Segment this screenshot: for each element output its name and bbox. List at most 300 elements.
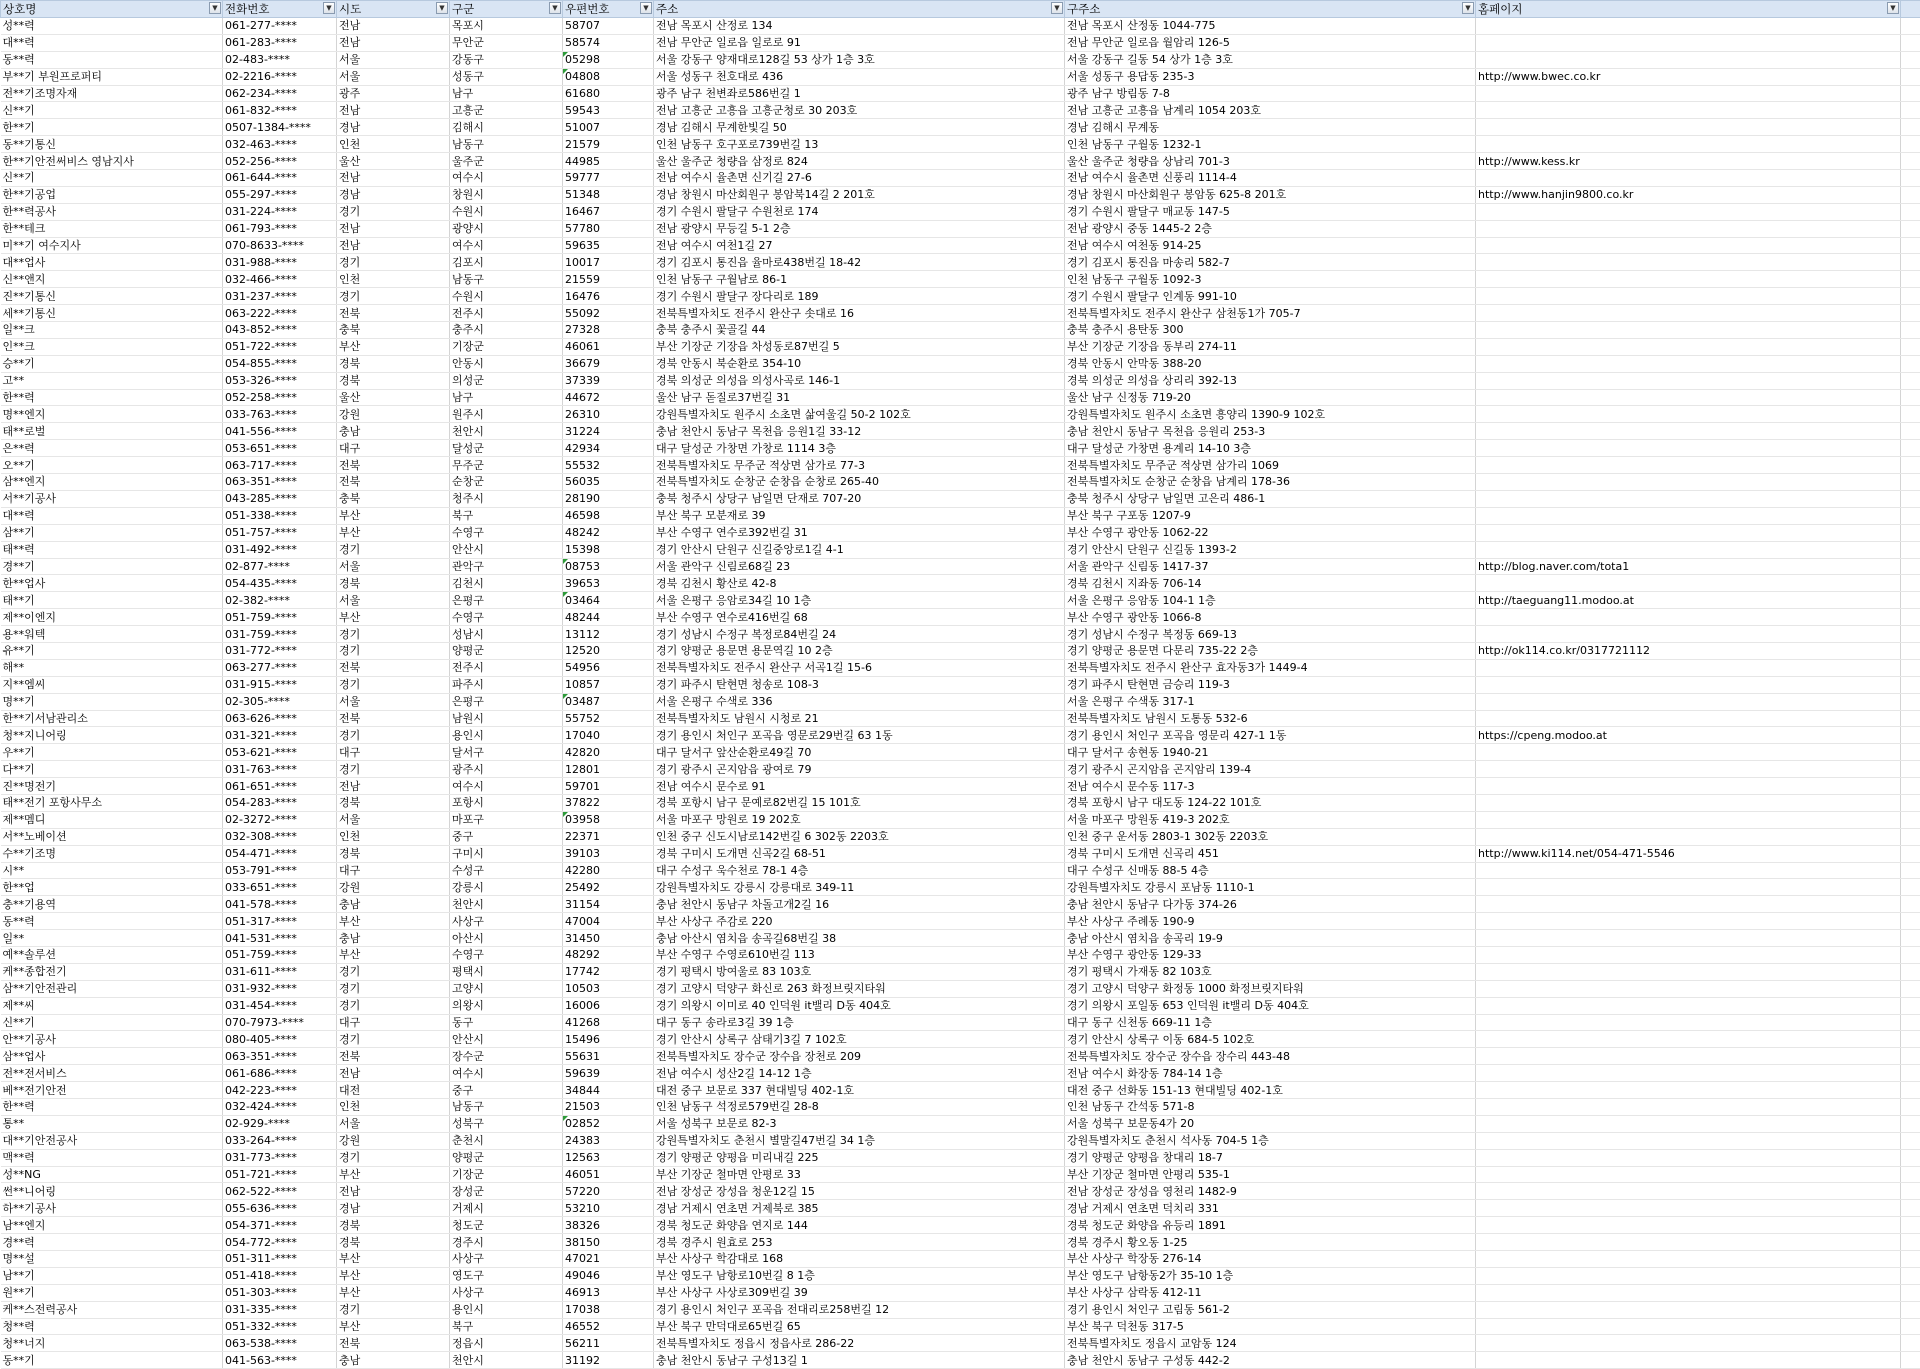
- cell-phone[interactable]: 054-855-****: [223, 355, 337, 372]
- cell-name[interactable]: 청**지니어링: [1, 727, 223, 744]
- cell-old-address[interactable]: 부산 북구 덕천동 317-5: [1065, 1318, 1476, 1335]
- table-row[interactable]: [1, 980, 1920, 997]
- cell-district[interactable]: 무안군: [450, 34, 563, 51]
- filter-dropdown-icon[interactable]: ▼: [323, 2, 335, 14]
- cell-district[interactable]: 천안시: [450, 423, 563, 440]
- cell-homepage[interactable]: [1476, 237, 1901, 254]
- cell-phone[interactable]: 053-651-****: [223, 440, 337, 457]
- cell-address[interactable]: 부산 북구 만덕대로65번길 65: [654, 1318, 1065, 1335]
- cell-province[interactable]: 경기: [337, 997, 450, 1014]
- cell-name[interactable]: 신**기: [1, 102, 223, 119]
- cell-zipcode[interactable]: 41268: [563, 1014, 654, 1031]
- cell-address[interactable]: 전남 무안군 일로읍 일로로 91: [654, 34, 1065, 51]
- cell-old-address[interactable]: 부산 사상구 주례동 190-9: [1065, 913, 1476, 930]
- cell-province[interactable]: 부산: [337, 524, 450, 541]
- cell-old-address[interactable]: 경기 안산시 단원구 신길동 1393-2: [1065, 541, 1476, 558]
- cell-empty[interactable]: [1901, 51, 1920, 68]
- cell-district[interactable]: 천안시: [450, 1352, 563, 1369]
- cell-homepage[interactable]: [1476, 1048, 1901, 1065]
- cell-homepage[interactable]: [1476, 794, 1901, 811]
- cell-district[interactable]: 남원시: [450, 710, 563, 727]
- cell-old-address[interactable]: 부산 북구 구포동 1207-9: [1065, 507, 1476, 524]
- cell-homepage[interactable]: [1476, 1115, 1901, 1132]
- cell-zipcode[interactable]: 12563: [563, 1149, 654, 1166]
- cell-phone[interactable]: 051-418-****: [223, 1267, 337, 1284]
- table-row[interactable]: [1, 1048, 1920, 1065]
- filter-dropdown-icon[interactable]: ▼: [1051, 2, 1063, 14]
- cell-name[interactable]: 한**력: [1, 1099, 223, 1116]
- cell-phone[interactable]: 063-277-****: [223, 659, 337, 676]
- cell-homepage[interactable]: [1476, 1301, 1901, 1318]
- cell-phone[interactable]: 063-222-****: [223, 305, 337, 322]
- cell-name[interactable]: 지**엠씨: [1, 676, 223, 693]
- cell-district[interactable]: 북구: [450, 1318, 563, 1335]
- filter-dropdown-icon[interactable]: ▼: [549, 2, 561, 14]
- table-row[interactable]: [1, 372, 1920, 389]
- cell-empty[interactable]: [1901, 946, 1920, 963]
- cell-district[interactable]: 거제시: [450, 1200, 563, 1217]
- cell-homepage[interactable]: [1476, 18, 1901, 35]
- cell-address[interactable]: 충북 청주시 상당구 남일면 단재로 707-20: [654, 490, 1065, 507]
- cell-homepage[interactable]: [1476, 1099, 1901, 1116]
- cell-zipcode[interactable]: 61680: [563, 85, 654, 102]
- cell-homepage[interactable]: [1476, 1149, 1901, 1166]
- cell-zipcode[interactable]: 39103: [563, 845, 654, 862]
- cell-address[interactable]: 충남 천안시 동남구 구성13길 1: [654, 1352, 1065, 1369]
- cell-empty[interactable]: [1901, 490, 1920, 507]
- cell-empty[interactable]: [1901, 1251, 1920, 1268]
- cell-phone[interactable]: 054-371-****: [223, 1217, 337, 1234]
- cell-phone[interactable]: 051-757-****: [223, 524, 337, 541]
- cell-empty[interactable]: [1901, 913, 1920, 930]
- cell-zipcode[interactable]: 59635: [563, 237, 654, 254]
- cell-phone[interactable]: 02-877-****: [223, 558, 337, 575]
- cell-province[interactable]: 서울: [337, 592, 450, 609]
- cell-address[interactable]: 충북 충주시 꽃골길 44: [654, 322, 1065, 339]
- cell-zipcode[interactable]: 56035: [563, 474, 654, 491]
- cell-name[interactable]: 삼**기: [1, 524, 223, 541]
- cell-homepage[interactable]: [1476, 1234, 1901, 1251]
- cell-phone[interactable]: 053-621-****: [223, 744, 337, 761]
- cell-zipcode[interactable]: 16476: [563, 288, 654, 305]
- cell-homepage[interactable]: [1476, 913, 1901, 930]
- cell-homepage[interactable]: http://www.ki114.net/054-471-5546: [1476, 845, 1901, 862]
- cell-district[interactable]: 양평군: [450, 642, 563, 659]
- cell-old-address[interactable]: 서울 성동구 용답동 235-3: [1065, 68, 1476, 85]
- cell-homepage[interactable]: [1476, 1335, 1901, 1352]
- cell-district[interactable]: 수영구: [450, 524, 563, 541]
- cell-name[interactable]: 경**기: [1, 558, 223, 575]
- cell-district[interactable]: 안산시: [450, 1031, 563, 1048]
- cell-province[interactable]: 충남: [337, 423, 450, 440]
- cell-empty[interactable]: [1901, 34, 1920, 51]
- cell-old-address[interactable]: 경기 안산시 상록구 이동 684-5 102호: [1065, 1031, 1476, 1048]
- cell-address[interactable]: 전남 여수시 여천1길 27: [654, 237, 1065, 254]
- cell-homepage[interactable]: [1476, 626, 1901, 643]
- cell-address[interactable]: 부산 영도구 남항로10번길 8 1층: [654, 1267, 1065, 1284]
- table-row[interactable]: [1, 170, 1920, 187]
- cell-zipcode[interactable]: 10857: [563, 676, 654, 693]
- cell-phone[interactable]: 032-424-****: [223, 1099, 337, 1116]
- cell-address[interactable]: 전북특별자치도 남원시 시청로 21: [654, 710, 1065, 727]
- cell-old-address[interactable]: 부산 기장군 철마면 안평리 535-1: [1065, 1166, 1476, 1183]
- cell-empty[interactable]: [1901, 1234, 1920, 1251]
- cell-homepage[interactable]: [1476, 203, 1901, 220]
- cell-province[interactable]: 전북: [337, 474, 450, 491]
- cell-old-address[interactable]: 충남 천안시 동남구 목천읍 응원리 253-3: [1065, 423, 1476, 440]
- cell-phone[interactable]: 051-303-****: [223, 1284, 337, 1301]
- cell-province[interactable]: 전북: [337, 710, 450, 727]
- cell-district[interactable]: 사상구: [450, 1284, 563, 1301]
- cell-empty[interactable]: [1901, 1149, 1920, 1166]
- cell-zipcode[interactable]: 24383: [563, 1132, 654, 1149]
- cell-address[interactable]: 대구 달서구 앞산순환로49길 70: [654, 744, 1065, 761]
- cell-homepage[interactable]: http://ok114.co.kr/0317721112: [1476, 642, 1901, 659]
- cell-zipcode[interactable]: 10503: [563, 980, 654, 997]
- table-row[interactable]: [1, 305, 1920, 322]
- cell-name[interactable]: 남**엔지: [1, 1217, 223, 1234]
- cell-homepage[interactable]: http://www.kess.kr: [1476, 153, 1901, 170]
- cell-district[interactable]: 파주시: [450, 676, 563, 693]
- cell-zipcode[interactable]: 36679: [563, 355, 654, 372]
- table-row[interactable]: [1, 440, 1920, 457]
- table-row[interactable]: [1, 710, 1920, 727]
- cell-empty[interactable]: [1901, 1200, 1920, 1217]
- cell-address[interactable]: 대구 달성군 가창면 가창로 1114 3층: [654, 440, 1065, 457]
- cell-district[interactable]: 아산시: [450, 930, 563, 947]
- cell-old-address[interactable]: 서울 강동구 길동 54 상가 1층 3호: [1065, 51, 1476, 68]
- cell-empty[interactable]: [1901, 288, 1920, 305]
- cell-zipcode[interactable]: 48292: [563, 946, 654, 963]
- cell-address[interactable]: 전북특별자치도 무주군 적상면 삼가로 77-3: [654, 457, 1065, 474]
- cell-homepage[interactable]: [1476, 254, 1901, 271]
- cell-old-address[interactable]: 서울 마포구 망원동 419-3 202호: [1065, 811, 1476, 828]
- cell-empty[interactable]: [1901, 18, 1920, 35]
- cell-address[interactable]: 부산 사상구 사상로309번길 39: [654, 1284, 1065, 1301]
- cell-old-address[interactable]: 경북 김천시 지좌동 706-14: [1065, 575, 1476, 592]
- cell-zipcode[interactable]: 55092: [563, 305, 654, 322]
- table-row[interactable]: [1, 811, 1920, 828]
- cell-district[interactable]: 사상구: [450, 913, 563, 930]
- cell-empty[interactable]: [1901, 710, 1920, 727]
- cell-phone[interactable]: 055-297-****: [223, 186, 337, 203]
- cell-empty[interactable]: [1901, 575, 1920, 592]
- cell-district[interactable]: 남동구: [450, 1099, 563, 1116]
- cell-name[interactable]: 한**기안전써비스 영남지사: [1, 153, 223, 170]
- cell-old-address[interactable]: 경북 안동시 안막동 388-20: [1065, 355, 1476, 372]
- cell-empty[interactable]: [1901, 170, 1920, 187]
- cell-address[interactable]: 서울 성북구 보문로 82-3: [654, 1115, 1065, 1132]
- cell-phone[interactable]: 031-335-****: [223, 1301, 337, 1318]
- cell-address[interactable]: 경북 구미시 도개면 신곡2길 68-51: [654, 845, 1065, 862]
- cell-province[interactable]: 경북: [337, 1217, 450, 1234]
- cell-old-address[interactable]: 서울 은평구 응암동 104-1 1층: [1065, 592, 1476, 609]
- cell-homepage[interactable]: [1476, 372, 1901, 389]
- cell-old-address[interactable]: 전북특별자치도 장수군 장수읍 장수리 443-48: [1065, 1048, 1476, 1065]
- cell-name[interactable]: 대**업사: [1, 254, 223, 271]
- cell-address[interactable]: 경기 파주시 탄현면 청송로 108-3: [654, 676, 1065, 693]
- cell-name[interactable]: 동**기통신: [1, 136, 223, 153]
- cell-homepage[interactable]: http://blog.naver.com/tota1: [1476, 558, 1901, 575]
- cell-empty[interactable]: [1901, 1284, 1920, 1301]
- cell-name[interactable]: 신**앤지: [1, 271, 223, 288]
- cell-old-address[interactable]: 경기 양평군 용문면 다문리 735-22 2층: [1065, 642, 1476, 659]
- cell-name[interactable]: 태**로벌: [1, 423, 223, 440]
- cell-name[interactable]: 성**력: [1, 18, 223, 35]
- cell-homepage[interactable]: [1476, 676, 1901, 693]
- cell-old-address[interactable]: 광주 남구 방림동 7-8: [1065, 85, 1476, 102]
- cell-old-address[interactable]: 대구 동구 신천동 669-11 1층: [1065, 1014, 1476, 1031]
- cell-homepage[interactable]: [1476, 1267, 1901, 1284]
- cell-district[interactable]: 성남시: [450, 626, 563, 643]
- cell-district[interactable]: 김해시: [450, 119, 563, 136]
- table-row[interactable]: [1, 524, 1920, 541]
- cell-empty[interactable]: [1901, 1082, 1920, 1099]
- cell-phone[interactable]: 061-651-****: [223, 778, 337, 795]
- cell-old-address[interactable]: 경기 성남시 수정구 복정동 669-13: [1065, 626, 1476, 643]
- cell-empty[interactable]: [1901, 1166, 1920, 1183]
- cell-province[interactable]: 경기: [337, 1301, 450, 1318]
- cell-address[interactable]: 충남 천안시 동남구 목천읍 응원1길 33-12: [654, 423, 1065, 440]
- cell-old-address[interactable]: 경기 평택시 가재동 82 103호: [1065, 963, 1476, 980]
- cell-phone[interactable]: 062-522-****: [223, 1183, 337, 1200]
- cell-zipcode[interactable]: 59543: [563, 102, 654, 119]
- cell-old-address[interactable]: 전북특별자치도 전주시 완산구 삼천동1가 705-7: [1065, 305, 1476, 322]
- cell-name[interactable]: 승**기: [1, 355, 223, 372]
- cell-homepage[interactable]: [1476, 305, 1901, 322]
- cell-province[interactable]: 대구: [337, 1014, 450, 1031]
- cell-old-address[interactable]: 경기 수원시 팔달구 인계동 991-10: [1065, 288, 1476, 305]
- cell-old-address[interactable]: 부산 사상구 삼락동 412-11: [1065, 1284, 1476, 1301]
- cell-name[interactable]: 안**기공사: [1, 1031, 223, 1048]
- cell-address[interactable]: 인천 중구 신도시남로142번길 6 302동 2203호: [654, 828, 1065, 845]
- cell-zipcode[interactable]: 46552: [563, 1318, 654, 1335]
- table-row[interactable]: [1, 1065, 1920, 1082]
- cell-district[interactable]: 청주시: [450, 490, 563, 507]
- table-row[interactable]: [1, 51, 1920, 68]
- cell-address[interactable]: 경기 양평군 용문면 용문역길 10 2층: [654, 642, 1065, 659]
- cell-district[interactable]: 용인시: [450, 727, 563, 744]
- cell-phone[interactable]: 033-763-****: [223, 406, 337, 423]
- cell-name[interactable]: 원**기: [1, 1284, 223, 1301]
- cell-province[interactable]: 부산: [337, 1251, 450, 1268]
- cell-zipcode[interactable]: 49046: [563, 1267, 654, 1284]
- cell-address[interactable]: 전남 여수시 율촌면 신기길 27-6: [654, 170, 1065, 187]
- cell-name[interactable]: 명**엔지: [1, 406, 223, 423]
- cell-district[interactable]: 남구: [450, 389, 563, 406]
- cell-district[interactable]: 고양시: [450, 980, 563, 997]
- table-row[interactable]: [1, 507, 1920, 524]
- cell-name[interactable]: 신**기: [1, 170, 223, 187]
- filter-dropdown-icon[interactable]: ▼: [436, 2, 448, 14]
- cell-province[interactable]: 울산: [337, 389, 450, 406]
- cell-name[interactable]: 한**기공업: [1, 186, 223, 203]
- cell-district[interactable]: 장성군: [450, 1183, 563, 1200]
- cell-address[interactable]: 서울 성동구 천호대로 436: [654, 68, 1065, 85]
- cell-address[interactable]: 전북특별자치도 순창군 순창읍 순창로 265-40: [654, 474, 1065, 491]
- cell-old-address[interactable]: 대구 달성군 가창면 용계리 14-10 3층: [1065, 440, 1476, 457]
- cell-phone[interactable]: 032-308-****: [223, 828, 337, 845]
- cell-name[interactable]: 제**씨: [1, 997, 223, 1014]
- cell-phone[interactable]: 054-772-****: [223, 1234, 337, 1251]
- cell-province[interactable]: 경기: [337, 1031, 450, 1048]
- cell-province[interactable]: 경기: [337, 203, 450, 220]
- cell-homepage[interactable]: [1476, 85, 1901, 102]
- cell-name[interactable]: 베**전기안전: [1, 1082, 223, 1099]
- table-row[interactable]: [1, 1267, 1920, 1284]
- cell-homepage[interactable]: [1476, 322, 1901, 339]
- cell-address[interactable]: 부산 수영구 연수로416번길 68: [654, 609, 1065, 626]
- table-row[interactable]: [1, 946, 1920, 963]
- table-row[interactable]: [1, 338, 1920, 355]
- table-row[interactable]: [1, 1352, 1920, 1369]
- cell-province[interactable]: 서울: [337, 51, 450, 68]
- cell-province[interactable]: 경북: [337, 794, 450, 811]
- cell-empty[interactable]: [1901, 440, 1920, 457]
- cell-district[interactable]: 정읍시: [450, 1335, 563, 1352]
- cell-name[interactable]: 한**업: [1, 879, 223, 896]
- cell-old-address[interactable]: 강원특별자치도 춘천시 석사동 704-5 1층: [1065, 1132, 1476, 1149]
- cell-name[interactable]: 통**: [1, 1115, 223, 1132]
- cell-address[interactable]: 전북특별자치도 전주시 완산구 솟대로 16: [654, 305, 1065, 322]
- cell-name[interactable]: 고**: [1, 372, 223, 389]
- cell-phone[interactable]: 031-454-****: [223, 997, 337, 1014]
- cell-province[interactable]: 충북: [337, 322, 450, 339]
- cell-zipcode[interactable]: 57780: [563, 220, 654, 237]
- cell-zipcode[interactable]: 21559: [563, 271, 654, 288]
- cell-address[interactable]: 부산 수영구 수영로610번길 113: [654, 946, 1065, 963]
- cell-phone[interactable]: 051-317-****: [223, 913, 337, 930]
- cell-empty[interactable]: [1901, 203, 1920, 220]
- cell-district[interactable]: 울주군: [450, 153, 563, 170]
- cell-province[interactable]: 인천: [337, 271, 450, 288]
- cell-name[interactable]: 남**기: [1, 1267, 223, 1284]
- cell-zipcode[interactable]: 55532: [563, 457, 654, 474]
- cell-district[interactable]: 여수시: [450, 778, 563, 795]
- cell-old-address[interactable]: 경기 용인시 처인구 고림동 561-2: [1065, 1301, 1476, 1318]
- cell-phone[interactable]: 032-463-****: [223, 136, 337, 153]
- cell-zipcode[interactable]: 59639: [563, 1065, 654, 1082]
- cell-old-address[interactable]: 전남 여수시 율촌면 신풍리 1114-4: [1065, 170, 1476, 187]
- cell-empty[interactable]: [1901, 997, 1920, 1014]
- cell-old-address[interactable]: 인천 남동구 구월동 1092-3: [1065, 271, 1476, 288]
- cell-phone[interactable]: 031-772-****: [223, 642, 337, 659]
- cell-zipcode[interactable]: 37822: [563, 794, 654, 811]
- cell-name[interactable]: 신**기: [1, 1014, 223, 1031]
- cell-zipcode[interactable]: 15496: [563, 1031, 654, 1048]
- cell-name[interactable]: 용**워텍: [1, 626, 223, 643]
- cell-address[interactable]: 인천 남동구 석정로579번길 28-8: [654, 1099, 1065, 1116]
- cell-homepage[interactable]: [1476, 1031, 1901, 1048]
- cell-address[interactable]: 경기 광주시 곤지암읍 광여로 79: [654, 761, 1065, 778]
- cell-district[interactable]: 달성군: [450, 440, 563, 457]
- table-row[interactable]: [1, 744, 1920, 761]
- cell-old-address[interactable]: 인천 남동구 구월동 1232-1: [1065, 136, 1476, 153]
- cell-empty[interactable]: [1901, 322, 1920, 339]
- cell-province[interactable]: 경기: [337, 761, 450, 778]
- cell-zipcode[interactable]: 38150: [563, 1234, 654, 1251]
- cell-province[interactable]: 부산: [337, 1166, 450, 1183]
- cell-address[interactable]: 서울 강동구 양재대로128길 53 상가 1층 3호: [654, 51, 1065, 68]
- cell-name[interactable]: 삼**기안전관리: [1, 980, 223, 997]
- cell-zipcode[interactable]: 42934: [563, 440, 654, 457]
- cell-address[interactable]: 부산 기장군 철마면 안평로 33: [654, 1166, 1065, 1183]
- table-row[interactable]: [1, 1335, 1920, 1352]
- cell-phone[interactable]: 02-3272-****: [223, 811, 337, 828]
- cell-empty[interactable]: [1901, 237, 1920, 254]
- cell-empty[interactable]: [1901, 659, 1920, 676]
- cell-district[interactable]: 광양시: [450, 220, 563, 237]
- cell-phone[interactable]: 052-256-****: [223, 153, 337, 170]
- table-row[interactable]: [1, 490, 1920, 507]
- cell-phone[interactable]: 051-311-****: [223, 1251, 337, 1268]
- cell-name[interactable]: 삼**업사: [1, 1048, 223, 1065]
- cell-empty[interactable]: [1901, 642, 1920, 659]
- cell-district[interactable]: 여수시: [450, 170, 563, 187]
- cell-phone[interactable]: 031-237-****: [223, 288, 337, 305]
- cell-province[interactable]: 전북: [337, 457, 450, 474]
- cell-phone[interactable]: 0507-1384-****: [223, 119, 337, 136]
- cell-zipcode[interactable]: 21579: [563, 136, 654, 153]
- cell-phone[interactable]: 051-722-****: [223, 338, 337, 355]
- cell-empty[interactable]: [1901, 524, 1920, 541]
- cell-old-address[interactable]: 경기 광주시 곤지암읍 곤지암리 139-4: [1065, 761, 1476, 778]
- cell-phone[interactable]: 043-285-****: [223, 490, 337, 507]
- cell-district[interactable]: 강동구: [450, 51, 563, 68]
- cell-province[interactable]: 부산: [337, 946, 450, 963]
- table-row[interactable]: [1, 68, 1920, 85]
- cell-phone[interactable]: 041-531-****: [223, 930, 337, 947]
- cell-name[interactable]: 대**력: [1, 507, 223, 524]
- cell-province[interactable]: 전남: [337, 1065, 450, 1082]
- cell-phone[interactable]: 061-644-****: [223, 170, 337, 187]
- cell-address[interactable]: 전남 장성군 장성읍 청운12길 15: [654, 1183, 1065, 1200]
- cell-zipcode[interactable]: 34844: [563, 1082, 654, 1099]
- cell-homepage[interactable]: [1476, 879, 1901, 896]
- table-row[interactable]: [1, 659, 1920, 676]
- cell-zipcode[interactable]: 27328: [563, 322, 654, 339]
- cell-old-address[interactable]: 경남 거제시 연초면 덕치리 331: [1065, 1200, 1476, 1217]
- cell-empty[interactable]: [1901, 626, 1920, 643]
- cell-province[interactable]: 대구: [337, 744, 450, 761]
- cell-empty[interactable]: [1901, 1031, 1920, 1048]
- cell-phone[interactable]: 061-277-****: [223, 18, 337, 35]
- cell-province[interactable]: 경북: [337, 372, 450, 389]
- table-row[interactable]: [1, 642, 1920, 659]
- cell-old-address[interactable]: 경기 양평군 양평읍 창대리 18-7: [1065, 1149, 1476, 1166]
- cell-zipcode[interactable]: 12801: [563, 761, 654, 778]
- table-row[interactable]: [1, 828, 1920, 845]
- cell-old-address[interactable]: 경기 김포시 통진읍 마송리 582-7: [1065, 254, 1476, 271]
- cell-phone[interactable]: 054-283-****: [223, 794, 337, 811]
- cell-district[interactable]: 의왕시: [450, 997, 563, 1014]
- cell-name[interactable]: 태**력: [1, 541, 223, 558]
- cell-empty[interactable]: [1901, 930, 1920, 947]
- cell-empty[interactable]: [1901, 1352, 1920, 1369]
- table-row[interactable]: [1, 288, 1920, 305]
- cell-address[interactable]: 부산 수영구 연수로392번길 31: [654, 524, 1065, 541]
- cell-zipcode[interactable]: 53210: [563, 1200, 654, 1217]
- cell-province[interactable]: 서울: [337, 558, 450, 575]
- cell-name[interactable]: 케**종합전기: [1, 963, 223, 980]
- table-row[interactable]: [1, 963, 1920, 980]
- cell-zipcode[interactable]: 21503: [563, 1099, 654, 1116]
- cell-district[interactable]: 전주시: [450, 305, 563, 322]
- table-row[interactable]: [1, 18, 1920, 35]
- cell-old-address[interactable]: 부산 수영구 광안동 1066-8: [1065, 609, 1476, 626]
- cell-empty[interactable]: [1901, 693, 1920, 710]
- cell-phone[interactable]: 043-852-****: [223, 322, 337, 339]
